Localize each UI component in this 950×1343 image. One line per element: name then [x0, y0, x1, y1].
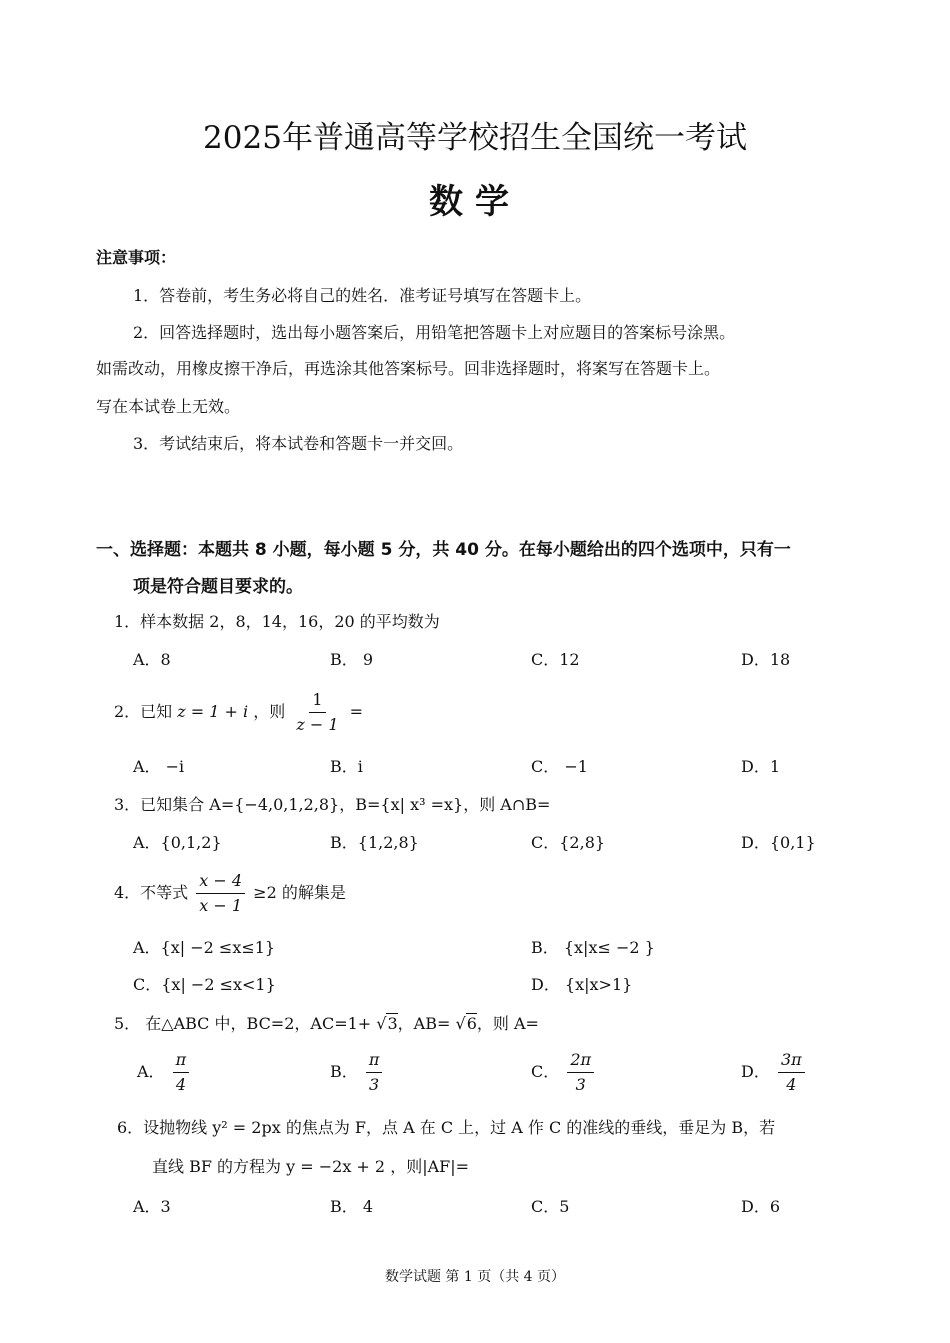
q1-stem: 1．样本数据 2，8，14，16，20 的平均数为	[114, 612, 440, 631]
q6-option-d: D．6	[741, 1197, 781, 1216]
q2-option-d: D．1	[741, 757, 781, 776]
q5-option-c-num: 2π	[567, 1049, 594, 1073]
exam-title: 2025年普通高等学校招生全国统一考试	[203, 120, 747, 156]
q5-option-a	[137, 1049, 192, 1096]
q5-option-a-fraction	[173, 1049, 190, 1096]
q5-option-a-num: π	[173, 1049, 190, 1073]
notice-heading: 注意事项：	[96, 248, 177, 267]
q1-option-b: B． 9	[330, 650, 374, 669]
q4-stem	[114, 870, 346, 917]
q4-option-a: A．{x| −2 ≤x≤1}	[133, 938, 276, 957]
notice-item-2-line-2: 如需改动，用橡皮擦干净后，再选涂其他答案标号。回非选择题时，将案写在答题卡上。	[96, 359, 721, 378]
q2-condition: z = 1 + i	[177, 702, 249, 721]
section-heading-line-1: 一、选择题：本题共 8 小题，每小题 5 分，共 40 分。在每小题给出的四个选项中，只有一	[96, 540, 791, 560]
subject-title: 数学	[429, 182, 521, 222]
q5-option-d-fraction	[778, 1049, 805, 1096]
q5-option-d-num: 3π	[778, 1049, 805, 1073]
q5-stem-a: 5． 在△ABC 中，BC=2，AC=1+	[114, 1014, 377, 1033]
q5-option-c-label: C．	[531, 1062, 560, 1081]
q3-option-d: D．{0,1}	[741, 833, 816, 852]
q1-option-a: A．8	[133, 650, 171, 669]
q5-stem: 5． 在△ABC 中，BC=2，AC=1+ √3，AB= √6，则 A=	[114, 1014, 539, 1033]
q2-option-a: A． −i	[133, 757, 185, 776]
q5-option-b-num: π	[366, 1049, 383, 1073]
notice-item-3: 3．考试结束后，将本试卷和答题卡一并交回。	[133, 434, 464, 453]
q5-option-d	[741, 1049, 808, 1096]
q4-prefix: 4．不等式	[114, 883, 189, 902]
q4-suffix: ≥2 的解集是	[253, 883, 346, 902]
q4-fraction-numerator: x − 4	[196, 870, 245, 894]
q3-option-b: B．{1,2,8}	[330, 833, 419, 852]
q5-option-a-den: 4	[175, 1075, 186, 1094]
q5-option-b-den: 3	[369, 1075, 380, 1094]
q5-option-b	[330, 1049, 385, 1096]
q4-fraction	[196, 870, 245, 917]
notice-item-2-line-1: 2．回答选择题时，选出每小题答案后，用铅笔把答题卡上对应题目的答案标号涂黑。	[133, 323, 736, 342]
q5-option-d-den: 4	[786, 1075, 797, 1094]
q2-mid: ，则	[253, 702, 286, 721]
q6-option-c: C．5	[531, 1197, 570, 1216]
q2-option-b: B．i	[330, 757, 363, 776]
q4-option-d: D． {x|x>1}	[531, 975, 633, 994]
q5-option-d-label: D．	[741, 1062, 770, 1081]
q5-stem-b: ，AB=	[397, 1014, 456, 1033]
q2-fraction-denominator: z − 1	[296, 715, 339, 734]
q5-option-c	[531, 1049, 597, 1096]
q5-option-a-label: A．	[137, 1062, 165, 1081]
q5-option-c-den: 3	[575, 1075, 586, 1094]
q3-option-c: C．{2,8}	[531, 833, 606, 852]
q5-option-b-label: B．	[330, 1062, 358, 1081]
q6-option-b: B． 4	[330, 1197, 374, 1216]
q4-option-b: B． {x|x≤ −2 }	[531, 938, 655, 957]
q1-option-c: C．12	[531, 650, 580, 669]
q5-option-b-fraction	[366, 1049, 383, 1096]
notice-item-1: 1．答卷前，考生务必将自己的姓名．准考证号填写在答题卡上。	[133, 286, 592, 305]
q5-option-c-fraction	[567, 1049, 594, 1096]
q2-stem	[114, 689, 363, 736]
q5-stem-c: ，则 A=	[476, 1014, 539, 1033]
q4-fraction-denominator: x − 1	[199, 896, 243, 915]
q2-fraction-numerator: 1	[309, 689, 325, 713]
notice-item-2-line-3: 写在本试卷上无效。	[96, 397, 241, 416]
q5-sqrt-6: 6	[466, 1014, 477, 1033]
q2-equals: =	[349, 702, 364, 721]
q6-stem-line-1: 6．设抛物线 y² = 2px 的焦点为 F，点 A 在 C 上，过 A 作 C 的准线的垂线，垂足为 B，若	[117, 1118, 776, 1137]
q2-prefix: 2．已知	[114, 702, 173, 721]
q1-option-d: D．18	[741, 650, 791, 669]
q6-stem-line-2: 直线 BF 的方程为 y = −2x + 2 ，则|AF|=	[152, 1157, 470, 1176]
q3-option-a: A．{0,1,2}	[133, 833, 222, 852]
q2-option-c: C． −1	[531, 757, 588, 776]
page-footer: 数学试题 第 1 页（共 4 页）	[384, 1269, 566, 1285]
q5-sqrt-3: 3	[387, 1014, 398, 1033]
q3-stem: 3．已知集合 A={−4,0,1,2,8}，B={x| x³ =x}，则 A∩B=	[114, 795, 551, 814]
q6-option-a: A．3	[133, 1197, 171, 1216]
q2-fraction	[293, 689, 341, 736]
section-heading-line-2: 项是符合题目要求的。	[133, 577, 303, 597]
q4-option-c: C．{x| −2 ≤x<1}	[133, 975, 276, 994]
